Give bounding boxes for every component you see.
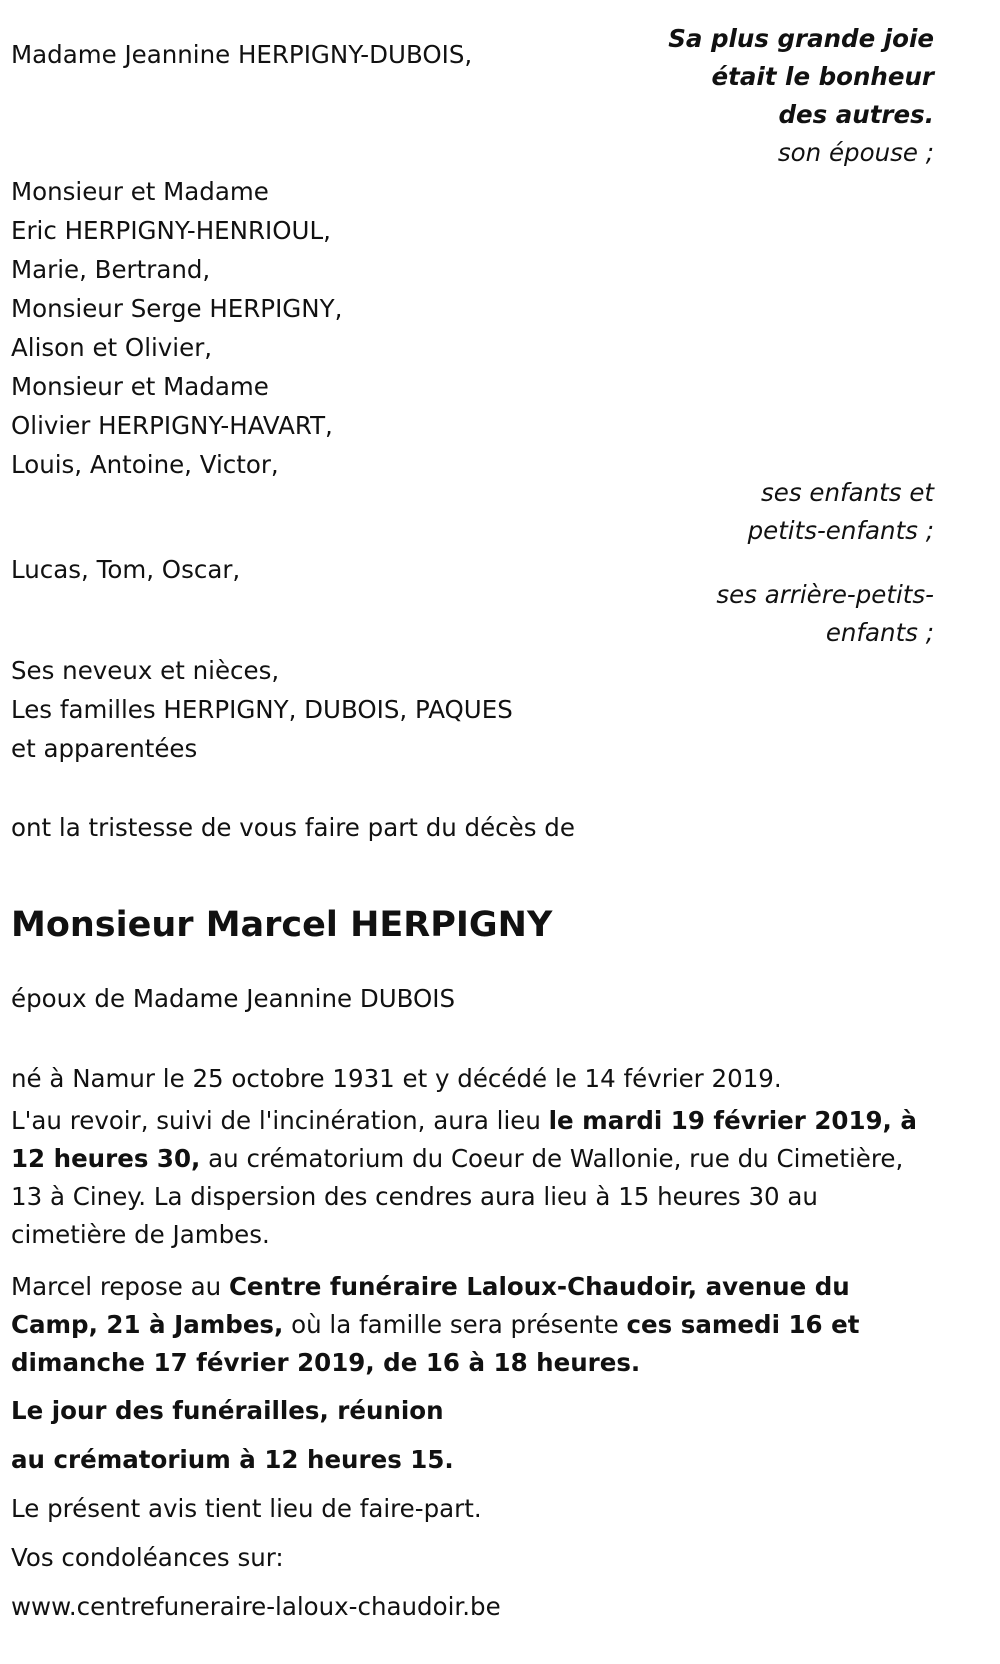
great-grandchildren-relation-line-1: ses arrière-petits- bbox=[716, 580, 934, 609]
visitation-intro: Marcel repose au bbox=[11, 1272, 229, 1301]
others-line: et apparentées bbox=[11, 734, 198, 763]
ceremony-rest: au crématorium du Coeur de Wallonie, rue du Cimetière, 13 à Ciney. La dispersion des cendres aura lieu à 15 heures 30 au cimetière de Jambes. bbox=[11, 1144, 904, 1249]
spouse-name: Madame Jeannine HERPIGNY-DUBOIS, bbox=[11, 40, 473, 69]
visitation-paragraph bbox=[11, 1268, 936, 1382]
motto-line-1: Sa plus grande joie bbox=[668, 24, 934, 53]
family-line: Alison et Olivier, bbox=[11, 333, 213, 362]
family-line: Monsieur et Madame bbox=[11, 372, 269, 401]
ceremony-paragraph bbox=[11, 1102, 936, 1254]
funeral-day-line-2: au crématorium à 12 heures 15. bbox=[11, 1445, 454, 1474]
ceremony-date: le mardi 19 février 2019, à 12 heures 30, bbox=[11, 1106, 917, 1173]
motto-line-2: était le bonheur bbox=[711, 62, 934, 91]
funeral-day-line-1: Le jour des funérailles, réunion bbox=[11, 1396, 444, 1425]
birth-death: né à Namur le 25 octobre 1931 et y décédé le 14 février 2019. bbox=[11, 1064, 782, 1093]
family-line: Monsieur et Madame bbox=[11, 177, 269, 206]
family-line: Louis, Antoine, Victor, bbox=[11, 450, 279, 479]
others-line: Ses neveux et nièces, bbox=[11, 656, 280, 685]
great-grandchildren-names: Lucas, Tom, Oscar, bbox=[11, 555, 241, 584]
deceased-name: Monsieur Marcel HERPIGNY bbox=[11, 905, 553, 945]
great-grandchildren-relation-line-2: enfants ; bbox=[825, 618, 934, 647]
announcement: ont la tristesse de vous faire part du décès de bbox=[11, 813, 575, 842]
notice: Le présent avis tient lieu de faire-part. bbox=[11, 1494, 482, 1523]
family-line: Monsieur Serge HERPIGNY, bbox=[11, 294, 343, 323]
website-link[interactable]: www.centrefuneraire-laloux-chaudoir.be bbox=[11, 1592, 501, 1621]
children-relation-line-2: petits-enfants ; bbox=[747, 516, 934, 545]
motto-line-3: des autres. bbox=[778, 100, 934, 129]
spouse-relation: son épouse ; bbox=[777, 138, 934, 167]
family-line: Eric HERPIGNY-HENRIOUL, bbox=[11, 216, 331, 245]
ceremony-intro: L'au revoir, suivi de l'incinération, aura lieu bbox=[11, 1106, 549, 1135]
visitation-place: Centre funéraire Laloux-Chaudoir, avenue du Camp, 21 à Jambes, bbox=[11, 1272, 850, 1339]
others-line: Les familles HERPIGNY, DUBOIS, PAQUES bbox=[11, 695, 513, 724]
condolences-label: Vos condoléances sur: bbox=[11, 1543, 284, 1572]
spouse-of: époux de Madame Jeannine DUBOIS bbox=[11, 984, 456, 1013]
family-line: Marie, Bertrand, bbox=[11, 255, 211, 284]
visitation-middle: où la famille sera présente bbox=[283, 1310, 627, 1339]
children-relation-line-1: ses enfants et bbox=[761, 478, 934, 507]
visitation-dates: ces samedi 16 et dimanche 17 février 2019, de 16 à 18 heures. bbox=[11, 1310, 860, 1377]
family-line: Olivier HERPIGNY-HAVART, bbox=[11, 411, 333, 440]
